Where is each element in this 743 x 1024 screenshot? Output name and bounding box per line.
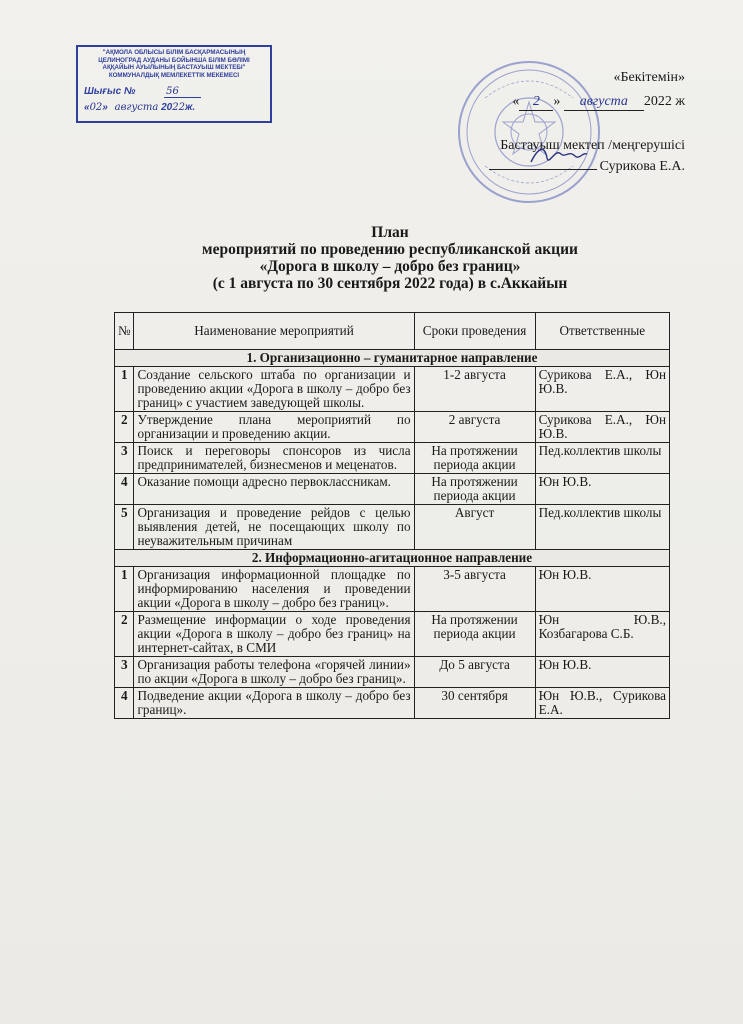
row-responsible: Юн Ю.В., Сурикова Е.А. — [535, 688, 669, 719]
table-header-row — [115, 313, 670, 350]
document-title: План — [371, 224, 409, 241]
row-activity: Оказание помощи адресно первоклассникам. — [134, 474, 414, 505]
row-activity: Организация и проведение рейдов с целью выявления детей, не посещающих школу по неуважительным причинам — [134, 505, 414, 550]
row-dates: На протяжении периода акции — [414, 474, 535, 505]
signature-icon — [529, 144, 589, 166]
row-dates: На протяжении периода акции — [414, 612, 535, 657]
row-responsible: Сурикова Е.А., Юн Ю.В. — [535, 367, 669, 412]
row-dates: 30 сентября — [414, 688, 535, 719]
row-activity: Подведение акции «Дорога в школу – добро без границ». — [134, 688, 414, 719]
stamp-date-year-prefix: 20 — [161, 102, 173, 113]
row-responsible: Пед.коллектив школы — [535, 443, 669, 474]
stamp-org-line-4: КОММУНАЛДЫҚ МЕМЛЕКЕТТІК МЕКЕМЕСІ — [108, 71, 240, 79]
row-responsible: Юн Ю.В. — [535, 567, 669, 612]
approval-name: Сурикова Е.А. — [599, 159, 685, 174]
table-row — [115, 367, 670, 412]
row-responsible: Сурикова Е.А., Юн Ю.В. — [535, 412, 669, 443]
approval-date: « 2 » августа 2022 ж — [512, 94, 685, 109]
registration-stamp — [76, 45, 272, 123]
signature-line — [489, 156, 597, 170]
row-dates: Август — [414, 505, 535, 550]
table-row — [115, 443, 670, 474]
document-subtitle-1: мероприятий по проведению республиканской акции — [202, 241, 578, 258]
document-subtitle-2: «Дорога в школу – добро без границ» — [259, 258, 521, 275]
row-dates: На протяжении периода акции — [414, 443, 535, 474]
table-body — [115, 350, 670, 719]
row-responsible: Пед.коллектив школы — [535, 505, 669, 550]
row-activity: Организация работы телефона «горячей линии» по акции «Дорога в школу – добро без границ». — [134, 657, 414, 688]
row-activity: Организация информационной площадке по информированию населения и проведении акции «Дорога в школу – добро без границ». — [134, 567, 414, 612]
stamp-date-open: « — [84, 102, 90, 113]
table-row — [115, 612, 670, 657]
row-number: 1 — [115, 367, 134, 412]
row-responsible: Юн Ю.В. — [535, 474, 669, 505]
approval-date-month: августа — [564, 94, 644, 111]
approval-role: Бастауыш мектеп /меңгерушісі — [500, 138, 685, 153]
stamp-number-label: Шығыс № — [84, 86, 136, 97]
approval-title: «Бекітемін» — [613, 70, 685, 85]
row-number: 3 — [115, 657, 134, 688]
table-row — [115, 505, 670, 550]
stamp-date-year: 22 — [172, 102, 185, 113]
approval-date-year: 2022 ж — [643, 94, 685, 109]
section-row — [115, 350, 670, 367]
row-number: 4 — [115, 688, 134, 719]
row-dates: 1-2 августа — [414, 367, 535, 412]
stamp-org-line-2: ЦЕЛИНОГРАД АУДАНЫ БОЙЫНША БІЛІМ БӨЛІМІ — [98, 56, 250, 64]
row-activity: Поиск и переговоры спонсоров из числа предпринимателей, бизнесменов и меценатов. — [134, 443, 414, 474]
approval-name-row — [489, 156, 685, 175]
stamp-date-day: 02 — [89, 102, 103, 113]
row-activity: Создание сельского штаба по организации и проведению акции «Дорога в школу – добро без границ» с участием заведующей школы. — [134, 367, 414, 412]
stamp-org-line-3: АҚҚАЙЫН АУЫЛЫНЫҢ БАСТАУЫШ МЕКТЕБІ" — [102, 64, 246, 72]
header-name: Наименование мероприятий — [134, 313, 414, 350]
section-title: 2. Информационно-агитационное направление — [115, 550, 670, 567]
section-title: 1. Организационно – гуманитарное направление — [115, 350, 670, 367]
row-number: 5 — [115, 505, 134, 550]
stamp-org-line-1: "АҚМОЛА ОБЛЫСЫ БІЛІМ БАСҚАРМАСЫНЫҢ — [102, 49, 246, 56]
row-dates: 2 августа — [414, 412, 535, 443]
table-row — [115, 412, 670, 443]
table-row — [115, 567, 670, 612]
header-date: Сроки проведения — [414, 313, 535, 350]
round-seal-icon — [455, 58, 603, 206]
plan-table — [114, 312, 670, 719]
row-number: 4 — [115, 474, 134, 505]
stamp-date-close: » — [102, 102, 108, 113]
row-number: 3 — [115, 443, 134, 474]
stamp-date-suffix: ж. — [184, 102, 196, 113]
row-dates: До 5 августа — [414, 657, 535, 688]
stamp-number-row — [84, 88, 201, 96]
section-row — [115, 550, 670, 567]
table-row — [115, 657, 670, 688]
table-row — [115, 474, 670, 505]
header-num: № — [115, 313, 134, 350]
stamp-date-month: августа — [114, 102, 159, 113]
row-number: 1 — [115, 567, 134, 612]
approval-date-day: 2 — [519, 94, 553, 111]
row-number: 2 — [115, 412, 134, 443]
row-activity: Размещение информации о ходе проведения акции «Дорога в школу – добро без границ» на интернет-сайтах, в СМИ — [134, 612, 414, 657]
row-number: 2 — [115, 612, 134, 657]
row-activity: Утверждение плана мероприятий по организации и проведению акции. — [134, 412, 414, 443]
table-row — [115, 688, 670, 719]
row-responsible: Юн Ю.В. — [535, 657, 669, 688]
row-responsible: Юн Ю.В., Козбагарова С.Б. — [535, 612, 669, 657]
header-resp: Ответственные — [535, 313, 669, 350]
row-dates: 3-5 августа — [414, 567, 535, 612]
stamp-number-value: 56 — [164, 86, 201, 98]
document-subtitle-3: (с 1 августа по 30 сентября 2022 года) в с.Аккайын — [212, 275, 568, 292]
stamp-date-row — [84, 104, 195, 112]
